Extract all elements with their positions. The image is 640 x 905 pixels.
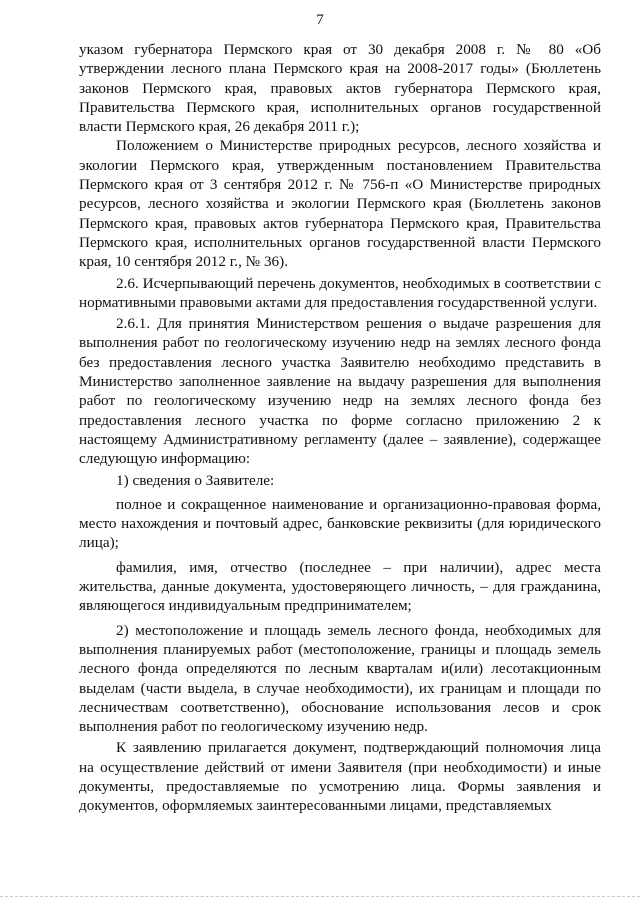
paragraph-ministry-regulation: Положением о Министерстве природных ресурсов, лесного хозяйства и экологии Пермского края, утвержденным постановлением Правительства Пермского края от 3 сентября 2012 г. № 756-п «О Министерстве природных ресурсов, лесного хозяйства и экологии Пермского края (Бюллетень законов Пермского края, правовых актов губернатора Пермского края, Правительства Пермского края, исполнительных органов государственной власти Пермского края, 10 сентября 2012 г., № 36). bbox=[79, 137, 601, 271]
paragraph-attachments: К заявлению прилагается документ, подтверждающий полномочия лица на осуществление действий от имени Заявителя (при необходимости) и иные документы, предоставляемые по усмотрению лица. Формы заявления и документов, оформляемых заинтересованными лицами, представляемых bbox=[79, 739, 601, 815]
paragraph-applicant-info: 1) сведения о Заявителе: bbox=[116, 471, 275, 489]
paragraph-section-2-6: 2.6. Исчерпывающий перечень документов, необходимых в соответствии с нормативными правовыми актами для предоставления государственной услуги. bbox=[79, 274, 601, 311]
paragraph-location-area: 2) местоположение и площадь земель лесного фонда, необходимых для выполнения планируемых работ (местоположение, границы и площадь земель лесного фонда определяются по лесным кварталам и(или) лесотакционным выделам (части выдела, в случае необходимости), их границам и площади по лесничествам соответственно), обоснование использования лесов и срок выполнения работ по геологическому изучению недр. bbox=[79, 621, 601, 736]
paragraph-legal-entity: полное и сокращенное наименование и организационно-правовая форма, место нахождения и почтовый адрес, банковские реквизиты (для юридического лица); bbox=[79, 495, 601, 552]
paragraph-decree-forest-plan: указом губернатора Пермского края от 30 декабря 2008 г. № 80 «Об утверждении лесного плана Пермского края на 2008-2017 годы» (Бюллетень законов Пермского края, правовых актов губернатора Пермского края, Правительства Пермского края, исполнительных органов государственной власти Пермского края, 26 декабря 2011 г.); bbox=[79, 41, 601, 136]
document-body bbox=[79, 40, 601, 816]
bottom-divider bbox=[0, 896, 640, 897]
page-number: 7 bbox=[316, 12, 324, 28]
paragraph-individual: фамилия, имя, отчество (последнее – при наличии), адрес места жительства, данные документа, удостоверяющего личность, – для гражданина, являющегося индивидуальным предпринимателем; bbox=[79, 558, 601, 615]
paragraph-section-2-6-1: 2.6.1. Для принятия Министерством решения о выдаче разрешения для выполнения работ по геологическому изучению недр на землях лесного фонда без предоставления лесного участка Заявителю необходимо представить в Министерство заполненное заявление на выдачу разрешения для выполнения работ по геологическому изучению недр на землях лесного фонда без предоставления лесного участка по форме согласно приложению 2 к настоящему Административному регламенту (далее – заявление), содержащее следующую информацию: bbox=[79, 315, 601, 468]
